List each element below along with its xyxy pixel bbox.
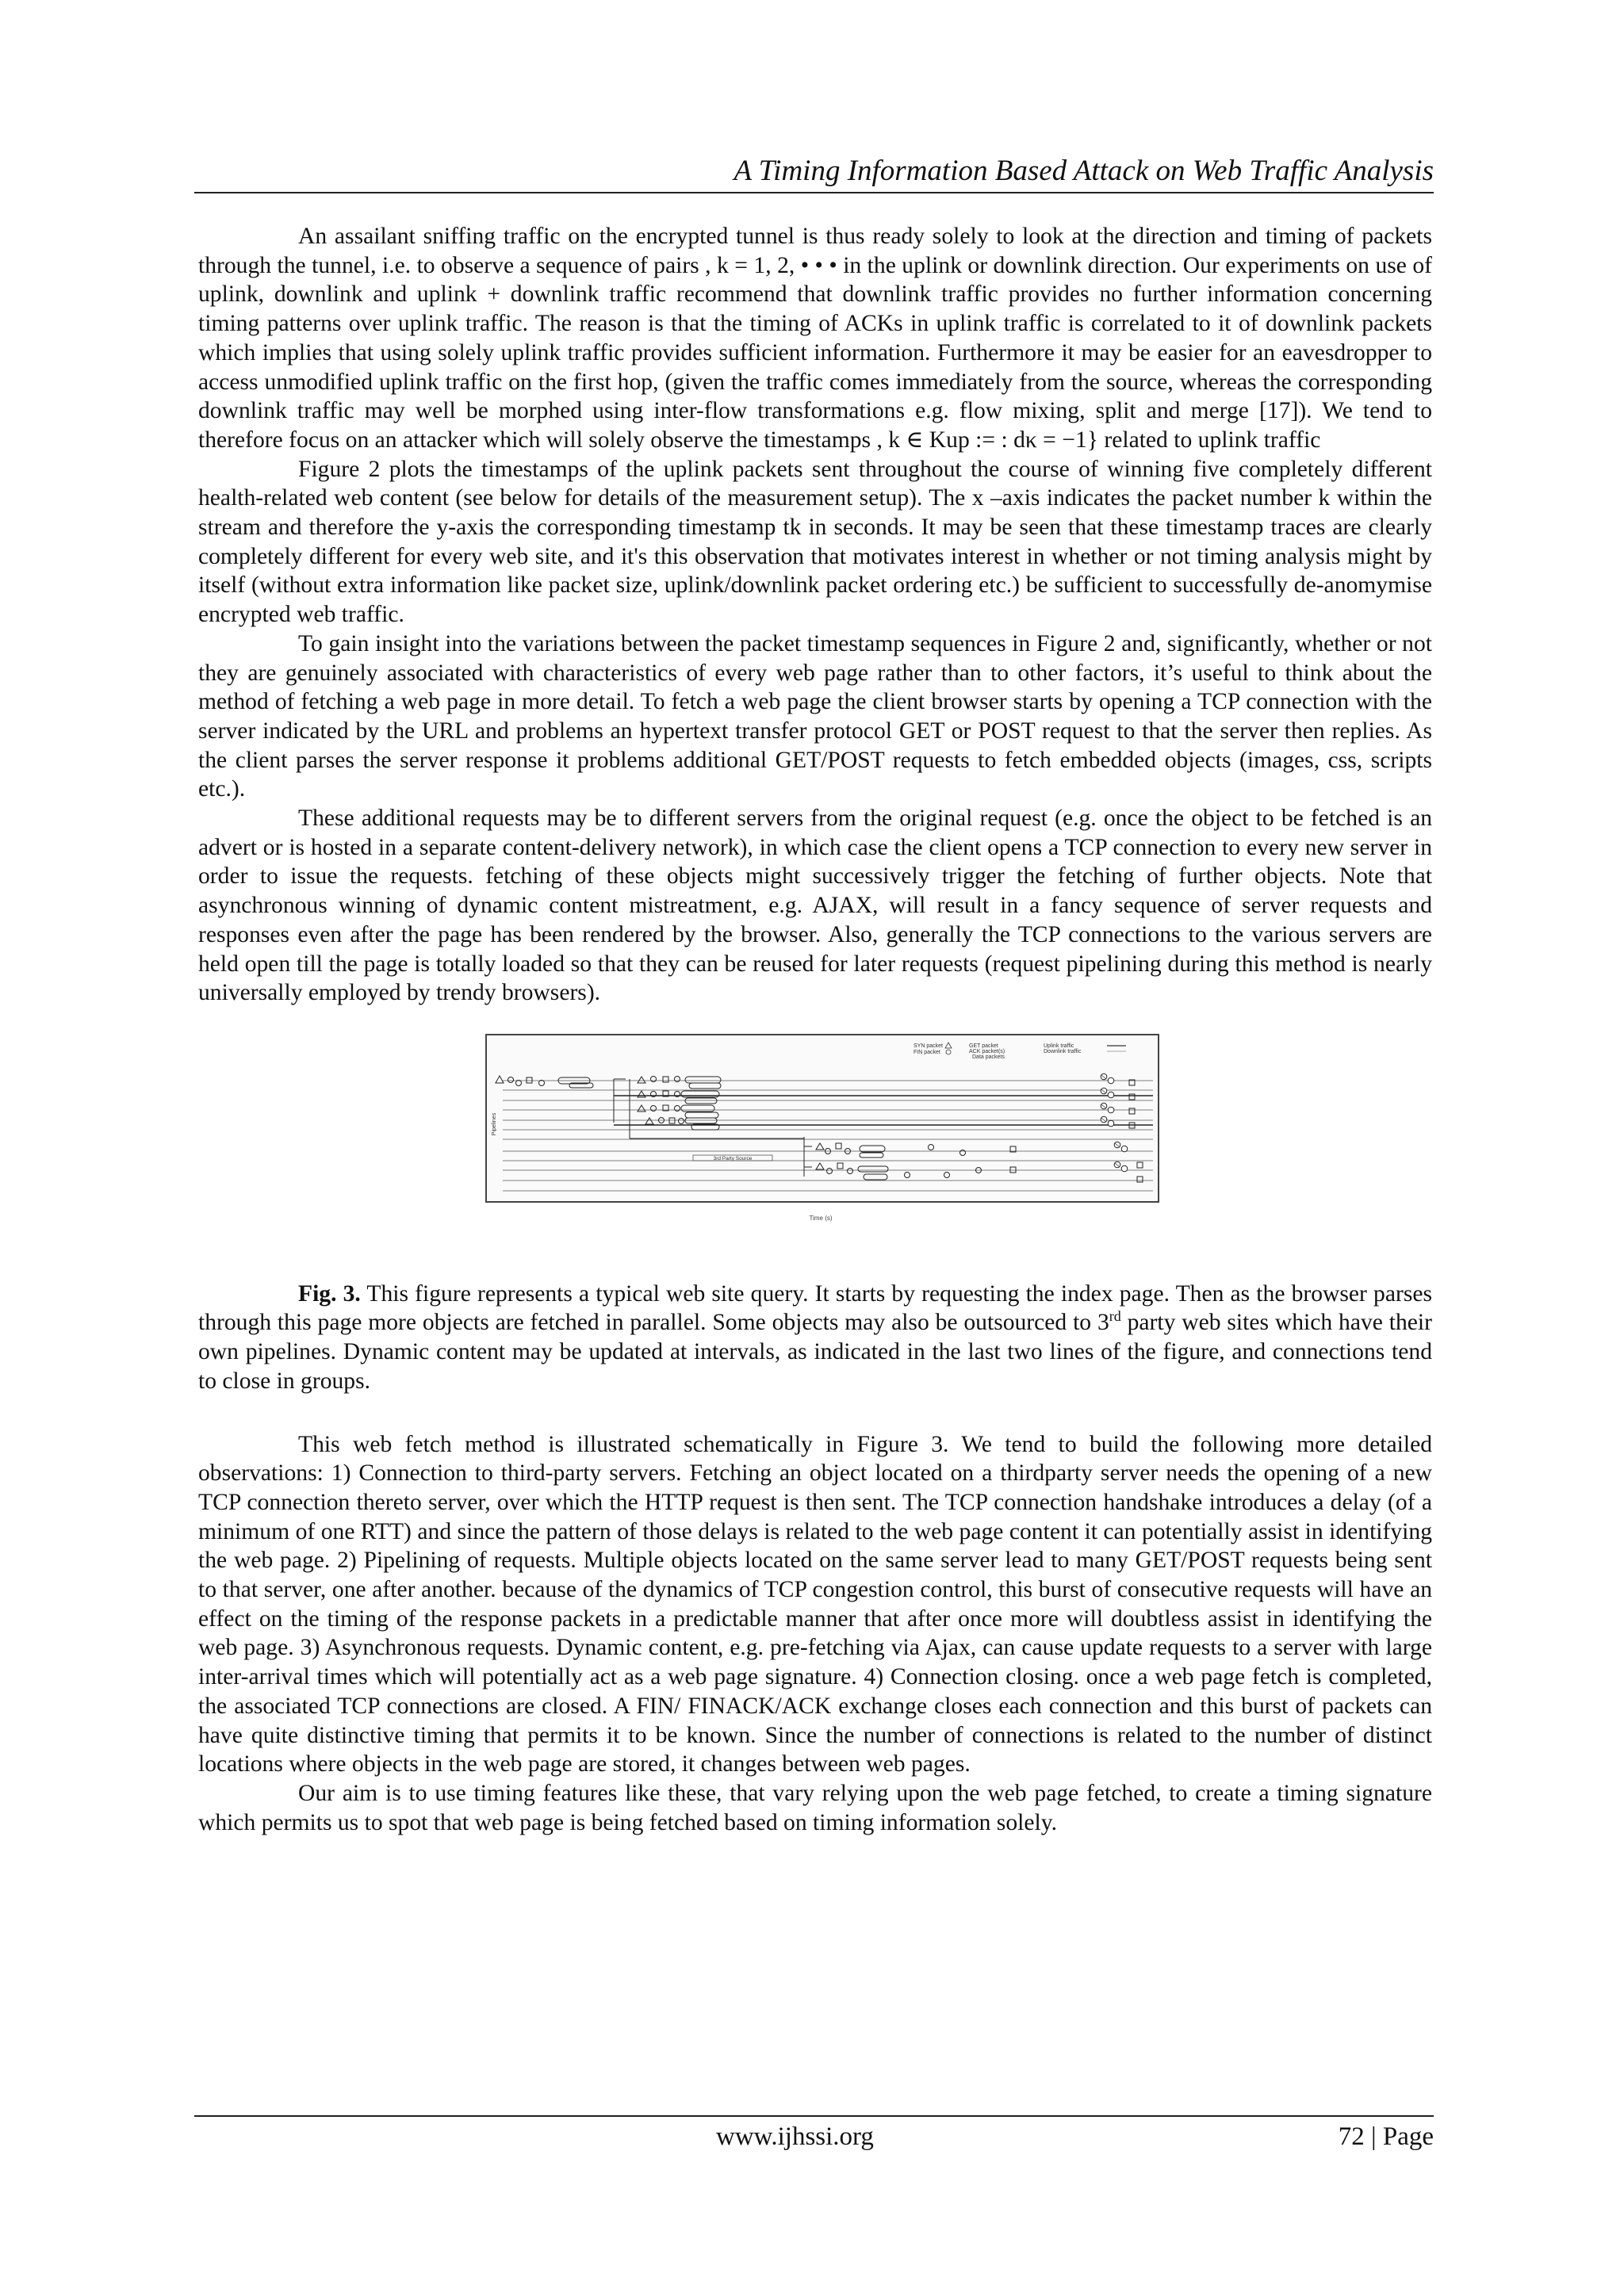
legend-downlink-text: Downlink traffic <box>1044 1048 1082 1054</box>
y-axis-label: Pipelines <box>492 1112 497 1136</box>
figure-3-diagram <box>485 1034 1159 1203</box>
third-party-source-label: 3rd Party Source <box>713 1155 753 1161</box>
caption-superscript: rd <box>1109 1308 1121 1325</box>
paragraph-3: To gain insight into the variations between the packet timestamp sequences in Figure 2 and, significantly, whether or not they are genuinely associated with characteristics of every web page rather than to other factors, it’s useful to think about the method of fetching a web page in more detail. To fetch a web page the client browser starts by opening a TCP connection with the server indicated by the URL and problems an hypertext transfer protocol GET or POST request to that the server then replies. As the client parses the server response it problems additional GET/POST requests to fetch embedded objects (images, css, scripts etc.). <box>198 630 1432 802</box>
paragraph-4: These additional requests may be to different servers from the original request (e.g. once the object to be fetched is an advert or is hosted in a separate content-delivery network), in which case the client opens a TCP connection to every new server in order to issue the requests. fetching of these objects might successively trigger the fetching of further objects. Note that asynchronous winning of dynamic content mistreatment, e.g. AJAX, will result in a fancy sequence of server requests and responses even after the page has been rendered by the browser. Also, generally the TCP connections to the various servers are held open till the page is totally loaded so that they can be reused for later requests (request pipelining during this method is nearly universally employed by trendy browsers). <box>198 806 1432 1006</box>
caption-text-1: This figure represents a typical web site query. It starts by requesting the index page. Then as the browser parses through this page more objects are fetched in parallel. Some objects may also be outsourced to 3 <box>198 1280 1433 1336</box>
legend-syn-text: SYN packet <box>914 1043 943 1049</box>
x-axis-label: Time (s) <box>809 1214 833 1222</box>
header-rule <box>194 192 1434 193</box>
running-header-title: A Timing Information Based Attack on Web Traffic Analysis <box>733 155 1434 187</box>
legend-circle-icon <box>946 1050 951 1054</box>
legend-data-text: Data packets <box>972 1054 1005 1060</box>
article-body <box>198 222 1432 1837</box>
legend-ack-text: ACK packet(s) <box>969 1048 1005 1054</box>
caption-text-2: party web sites which have their own pipelines. Dynamic content may be updated at intervals, as indicated in the last two lines of the figure, and connections tend to close in groups. <box>198 1310 1433 1394</box>
paragraph-6: Our aim is to use timing features like these, that vary relying upon the web page fetched, to create a timing signature which permits us to spot that web page is being fetched based on timing information solely. <box>198 1780 1432 1835</box>
figure-caption <box>198 1280 1432 1396</box>
legend-fin-text: FIN packet <box>914 1049 940 1055</box>
paragraph-5: This web fetch method is illustrated schematically in Figure 3. We tend to build the following more detailed observations: 1) Connection to third-party servers. Fetching an object located on a thirdparty server needs the opening of a new TCP connection thereto server, over which the HTTP request is then sent. The TCP connection handshake introduces a delay (of a minimum of one RTT) and since the pattern of those delays is related to the web page content it can potentially assist in identifying the web page. 2) Pipelining of requests. Multiple objects located on the same server lead to many GET/POST requests being sent to that server, one after another. because of the dynamics of TCP congestion control, this burst of consecutive requests will have an effect on the timing of the response packets in a predictable manner that after once more will doubtless assist in identifying the web page. 3) Asynchronous requests. Dynamic content, e.g. pre-fetching via Ajax, can cause update requests to a server with large inter-arrival times which will potentially act as a web page signature. 4) Connection closing. once a web page fetch is completed, the associated TCP connections are closed. A FIN/ FINACK/ACK exchange closes each connection and this burst of packets can have quite distinctive timing that permits it to be known. Since the number of connections is related to the number of distinct locations where objects in the web page are stored, it changes between web pages. <box>198 1431 1432 1777</box>
legend-get-text: GET packet <box>969 1043 998 1049</box>
footer-rule <box>194 2115 1434 2117</box>
legend-triangle-icon <box>945 1043 952 1048</box>
footer-page-number: 72 | Page <box>1338 2122 1434 2151</box>
legend-uplink-text: Uplink traffic <box>1044 1043 1074 1049</box>
caption-label: Fig. 3. <box>298 1280 361 1307</box>
paragraph-1: An assailant sniffing traffic on the encrypted tunnel is thus ready solely to look at the direction and timing of packets through the tunnel, i.e. to observe a sequence of pairs , k = 1, 2, • • • in the uplink or downlink direction. Our experiments on use of uplink, downlink and uplink + downlink traffic recommend that downlink traffic provides no further information concerning timing patterns over uplink traffic. The reason is that the timing of ACKs in uplink traffic is correlated to it of downlink packets which implies that using solely uplink traffic provides sufficient information. Furthermore it may be easier for an eavesdropper to access unmodified uplink traffic on the first hop, (given the traffic comes immediately from the source, whereas the corresponding downlink traffic may well be morphed using inter-flow transformations e.g. flow mixing, split and merge [17]). We tend to therefore focus on an attacker which will solely observe the timestamps , k ∈ Kup := : dκ = −1} related to uplink traffic <box>198 224 1432 453</box>
paragraph-2: Figure 2 plots the timestamps of the uplink packets sent throughout the course of winning five completely different health-related web content (see below for details of the measurement setup). The x –axis indicates the packet number k within the stream and therefore the y-axis the corresponding timestamp tk in seconds. It may be seen that these timestamp traces are clearly completely different for every web site, and it's this observation that motivates interest in whether or not timing analysis might by itself (without extra information like packet size, uplink/downlink packet ordering etc.) be sufficient to successfully de-anomymise encrypted web traffic. <box>198 456 1432 628</box>
footer-url: www.ijhssi.org <box>716 2122 874 2151</box>
